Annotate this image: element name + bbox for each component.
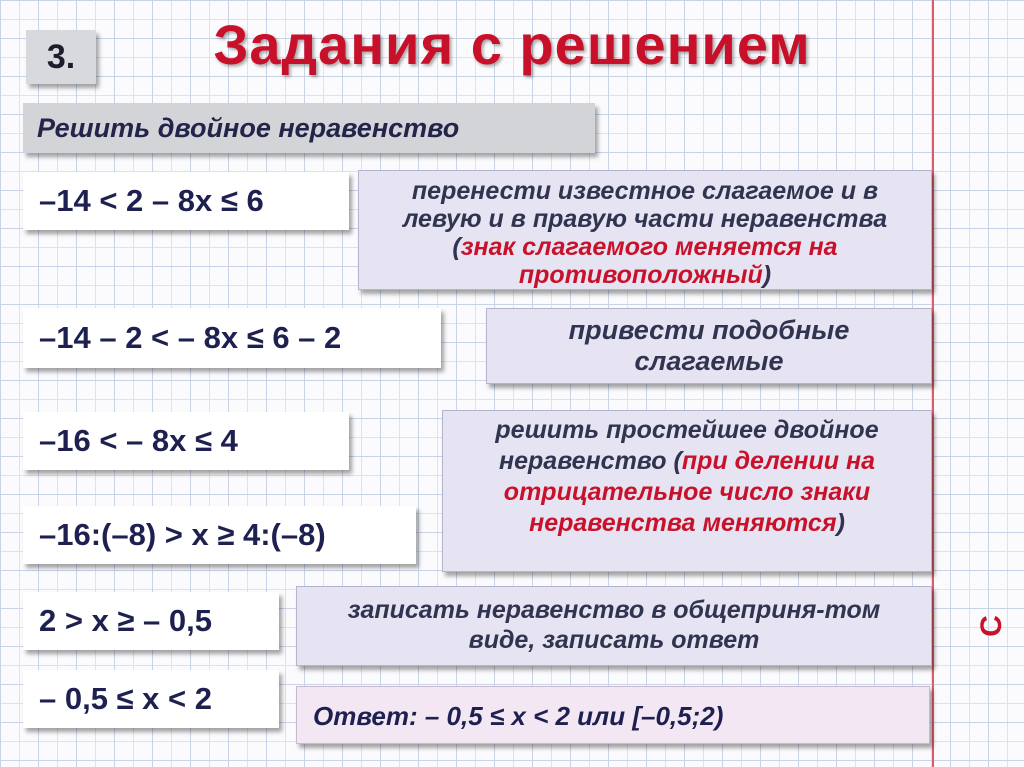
- note-step-3-text: решить простейшее двойное неравенство (: [495, 416, 879, 475]
- margin-line: [932, 0, 934, 767]
- note-step-3-close: ): [836, 509, 845, 537]
- equation-step-6: – 0,5 ≤ x < 2: [23, 670, 279, 728]
- equation-step-5: 2 > x ≥ – 0,5: [23, 592, 279, 650]
- page-title: Задания с решением: [213, 13, 811, 76]
- note-step-2-text: привести подобные слагаемые: [568, 315, 850, 376]
- note-step-5: [296, 586, 932, 666]
- equation-step-1: –14 < 2 – 8x ≤ 6: [23, 172, 349, 230]
- equation-step-4: –16:(–8) > x ≥ 4:(–8): [23, 506, 416, 564]
- note-step-5-text: записать неравенство в общеприня-том виде, записать ответ: [347, 596, 881, 654]
- note-step-1-highlight: знак слагаемого меняется на противоположный: [460, 233, 838, 289]
- note-step-3-highlight: при делении на отрицательное число знаки неравенства меняются: [503, 447, 875, 537]
- edge-letter: С: [975, 615, 1008, 637]
- task-number: 3.: [26, 30, 96, 84]
- note-step-3: [442, 410, 932, 572]
- task-statement: Решить двойное неравенство: [23, 103, 595, 153]
- note-step-1-text: перенести известное слагаемое и в левую и в правую части неравенства (: [402, 177, 888, 261]
- note-step-1-close: ): [762, 261, 772, 289]
- answer-box: Ответ: – 0,5 ≤ x < 2 или [–0,5;2): [296, 686, 930, 744]
- equation-step-3: –16 < – 8x ≤ 4: [23, 412, 349, 470]
- equation-step-2: –14 – 2 < – 8x ≤ 6 – 2: [23, 308, 441, 368]
- note-step-1: [358, 170, 932, 290]
- note-step-2: [486, 308, 932, 384]
